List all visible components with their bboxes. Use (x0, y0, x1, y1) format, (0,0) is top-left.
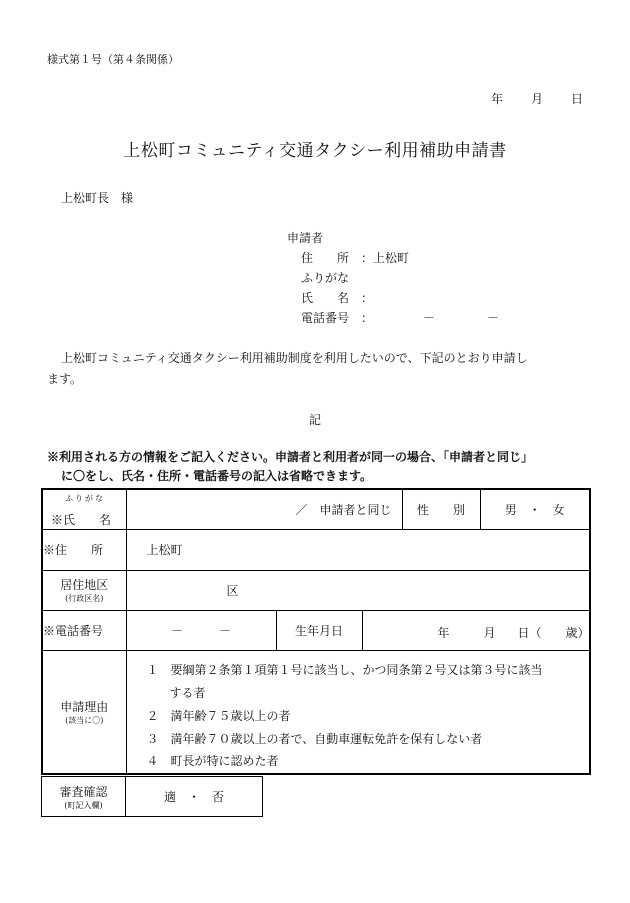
date-day: 日 (571, 92, 584, 106)
review-label-cell (42, 777, 126, 817)
district-sub-label: (行政区名) (65, 594, 104, 603)
phone-input-cell[interactable] (126, 610, 276, 650)
applicant-furigana-label: ふりがな (301, 271, 350, 285)
form-number: 様式第１号（第４条関係） (47, 53, 179, 66)
birth-age: 歳） (565, 625, 590, 640)
district-row (42, 570, 590, 610)
applicant-phone-value[interactable]: ： (361, 311, 374, 325)
review-table (41, 776, 263, 817)
district-value[interactable]: 区 (226, 583, 239, 598)
address-row (42, 529, 590, 570)
reason-row (42, 650, 590, 774)
reason-item-3[interactable]: ３ 満年齢７０歳以上の者で、自動車運転免許を保有しない者 (146, 731, 483, 746)
name-label-cell (42, 489, 126, 529)
applicant-phone-dash-2: － (487, 311, 500, 325)
furigana-small-label: ふりがな (65, 494, 105, 503)
application-form-table (41, 488, 591, 775)
review-value[interactable]: 適 ・ 否 (163, 790, 224, 804)
name-row (42, 489, 590, 529)
name-input-cell[interactable] (126, 489, 402, 529)
phone-value[interactable]: － － (170, 623, 231, 638)
address-input-cell[interactable] (126, 529, 590, 570)
body-text-line-2: ます。 (47, 372, 83, 386)
applicant-name-value[interactable]: ： (361, 291, 374, 305)
sex-options-cell[interactable] (480, 489, 590, 529)
reason-sub-label: (該当に〇) (65, 715, 104, 725)
applicant-heading: 申請者 (287, 231, 324, 245)
page-title: 上松町コミュニティ交通タクシー利用補助申請書 (123, 141, 507, 161)
applicant-address-label: 住 所 (301, 251, 350, 265)
reason-item-4[interactable]: ４ 町長が特に認めた者 (146, 753, 279, 768)
address-label: ※住 所 (43, 543, 104, 557)
reason-item-2[interactable]: ２ 満年齢７５歳以上の者 (146, 708, 291, 723)
phone-label: ※電話番号 (43, 623, 104, 638)
birth-label-cell (276, 610, 362, 650)
notice-line-2: に〇をし、氏名・住所・電話番号の記入は省略できます。 (61, 469, 373, 483)
address-label-cell (42, 529, 126, 570)
applicant-phone-dash-1: － (423, 311, 436, 325)
addressee: 上松町長 様 (61, 191, 134, 205)
district-label-cell (42, 570, 126, 610)
district-input-cell[interactable] (126, 570, 590, 610)
applicant-phone-row (301, 309, 373, 326)
reason-label-cell (42, 650, 126, 774)
birth-month: 月 (483, 625, 496, 640)
birth-year: 年 (437, 625, 450, 640)
address-value[interactable]: 上松町 (146, 543, 183, 557)
reason-item-1[interactable]: １ 要綱第２条第１項第１号に該当し、かつ同条第２号又は第３号に該当 (146, 662, 543, 677)
applicant-address-row (301, 249, 409, 266)
applicant-name-row (301, 289, 373, 306)
review-row (42, 777, 263, 817)
name-label: ※氏 名 (51, 513, 112, 527)
same-as-applicant[interactable]: ／ 申請者と同じ (295, 502, 392, 517)
reason-options-cell (126, 650, 590, 774)
district-label: 居住地区 (60, 578, 109, 592)
phone-row (42, 610, 590, 650)
review-sub-label: (町記入欄) (64, 800, 103, 810)
body-text-line-1: 上松町コミュニティ交通タクシー利用補助制度を利用したいので、下記のとおり申請し (61, 351, 528, 365)
sex-label: 性 別 (416, 502, 465, 517)
date-month: 月 (531, 92, 544, 106)
review-value-cell[interactable] (126, 777, 263, 817)
ki-heading: 記 (309, 413, 322, 427)
sex-label-cell (402, 489, 480, 529)
birth-input-cell[interactable] (362, 610, 590, 650)
applicant-name-label: 氏 名 (301, 291, 350, 305)
review-label: 審査確認 (59, 784, 108, 799)
applicant-furigana-row (301, 269, 363, 286)
reason-item-1-cont: する者 (169, 685, 206, 700)
sex-options[interactable]: 男 ・ 女 (504, 502, 565, 517)
notice-line-1: ※利用される方の情報をご記入ください。申請者と利用者が同一の場合、「申請者と同じ」 (47, 450, 534, 464)
phone-label-cell (42, 610, 126, 650)
date-year: 年 (491, 92, 504, 106)
applicant-address-value[interactable]: ：上松町 (361, 251, 410, 265)
birth-day: 日（ (517, 625, 542, 640)
applicant-phone-label: 電話番号 (301, 311, 350, 325)
birth-label: 生年月日 (294, 623, 343, 638)
reason-label: 申請理由 (60, 699, 109, 714)
